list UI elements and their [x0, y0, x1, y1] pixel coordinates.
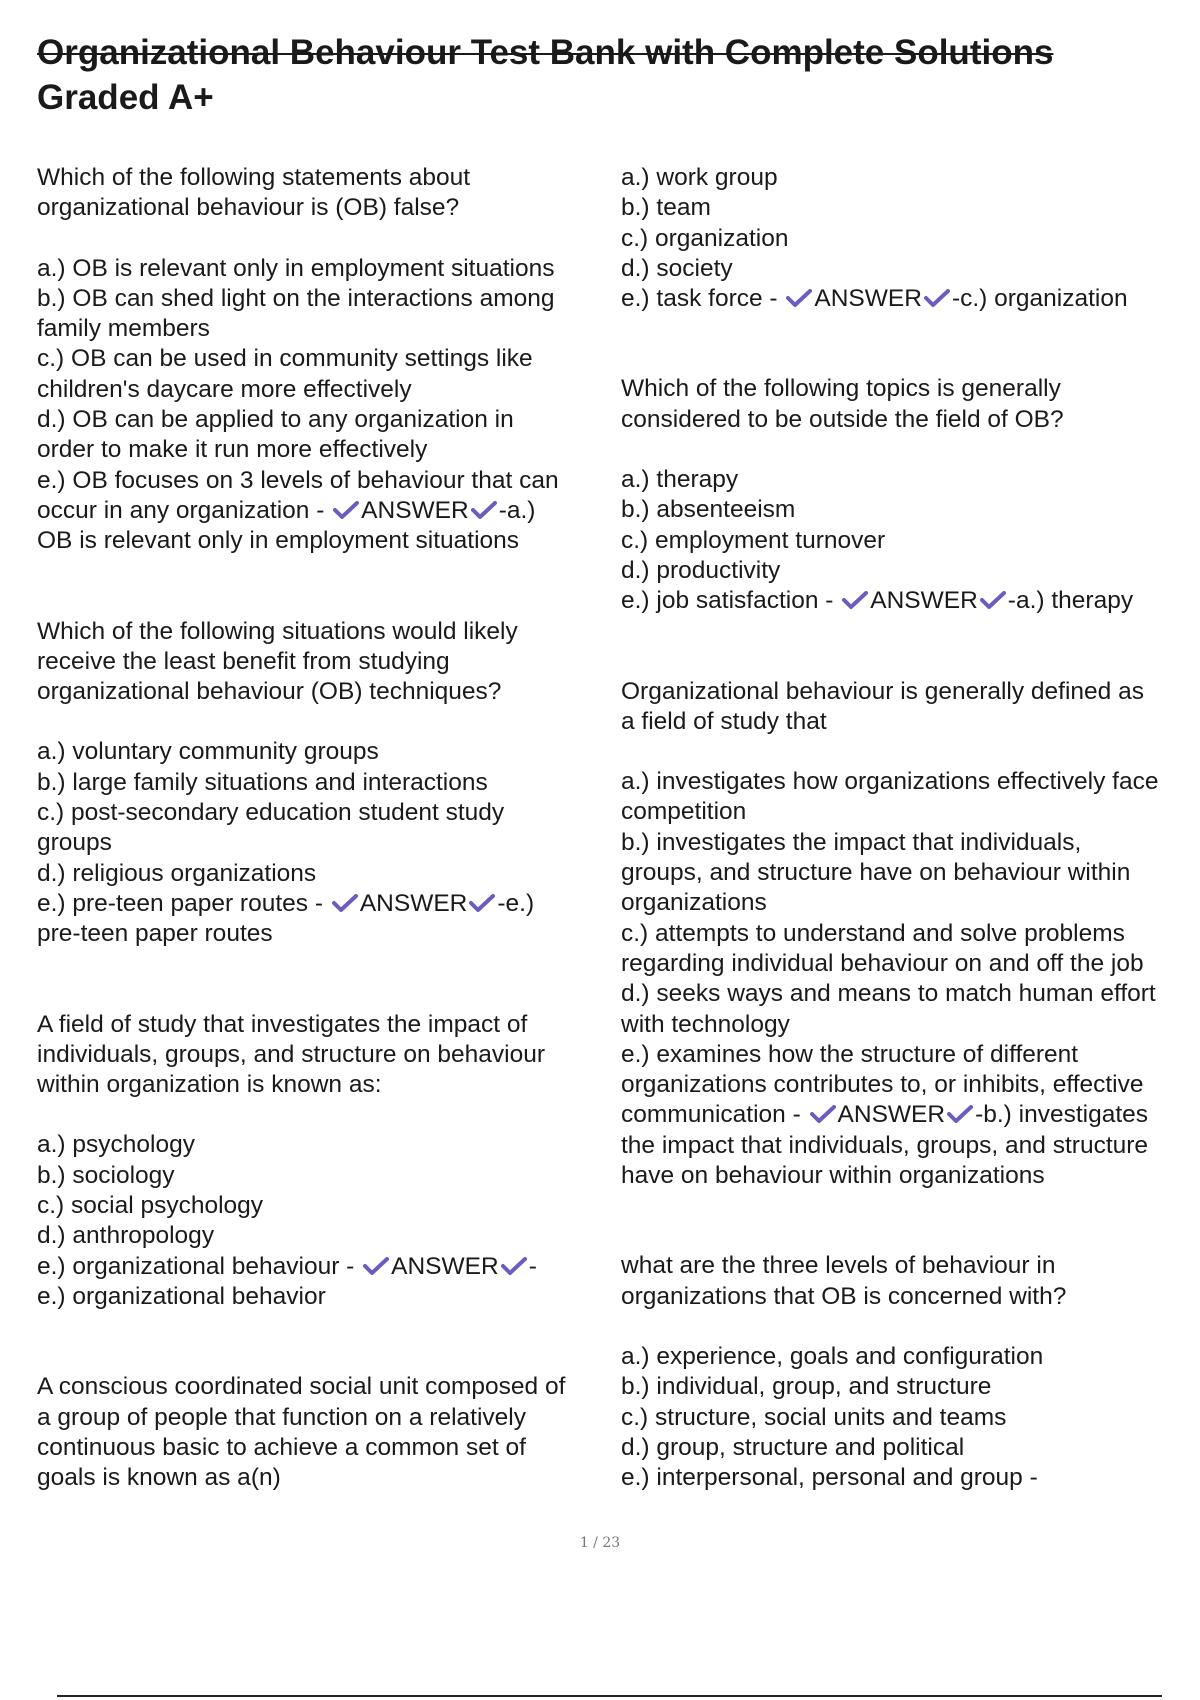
question-3	[37, 1010, 622, 1313]
question-text: continuous basic to achieve a common set of	[37, 1433, 526, 1461]
option-b: b.) team	[621, 194, 711, 222]
option-b: b.) absenteeism	[621, 496, 796, 524]
question-5	[621, 374, 1200, 616]
option-e: e.) pre-teen paper routes -	[37, 889, 323, 917]
question-text: organizational behaviour is (OB) false?	[37, 194, 460, 222]
option-c: c.) social psychology	[37, 1192, 264, 1220]
page-number: 1 / 23	[579, 1535, 621, 1551]
checkmark-icon	[924, 288, 950, 308]
option-c: c.) structure, social units and teams	[621, 1403, 1007, 1431]
answer-line	[37, 889, 622, 919]
answer-line	[621, 284, 1200, 314]
right-column	[621, 163, 1200, 1493]
answer-value: -	[528, 1252, 537, 1280]
question-text: within organization is known as:	[37, 1071, 382, 1099]
question-text: what are the three levels of behaviour in	[621, 1252, 1056, 1280]
question-text: A field of study that investigates the impact of	[37, 1010, 528, 1038]
option-d: d.) society	[621, 254, 733, 282]
option-c: c.) attempts to understand and solve problems	[621, 919, 1125, 947]
option-c: c.) organization	[621, 224, 789, 252]
option-d-cont: with technology	[621, 1010, 790, 1038]
answer-label: ANSWER	[837, 1101, 946, 1129]
answer-line	[621, 1100, 1200, 1130]
answer-value-cont: the impact that individuals, groups, and structure	[621, 1131, 1149, 1159]
option-c: c.) OB can be used in community settings like	[37, 345, 533, 373]
option-b: b.) OB can shed light on the interactions among	[37, 284, 555, 312]
option-c-cont: children's daycare more effectively	[37, 375, 412, 403]
title-line-2: Graded A+	[37, 78, 214, 117]
question-text: a field of study that	[621, 707, 827, 735]
question-text: considered to be outside the field of OB?	[621, 405, 1064, 433]
question-4-options	[621, 163, 1200, 314]
question-6	[621, 677, 1200, 1192]
option-e: e.) task force -	[621, 285, 778, 313]
option-d: d.) seeks ways and means to match human effort	[621, 980, 1156, 1008]
answer-value-cont: have on behaviour within organizations	[621, 1162, 1045, 1190]
option-b: b.) sociology	[37, 1161, 175, 1189]
checkmark-icon	[363, 1256, 389, 1276]
option-d: d.) religious organizations	[37, 859, 317, 887]
option-e: e.) OB focuses on 3 levels of behaviour that can	[37, 466, 559, 494]
checkmark-icon	[332, 893, 358, 913]
option-c-cont: groups	[37, 829, 112, 857]
checkmark-icon	[842, 590, 868, 610]
answer-label: ANSWER	[361, 496, 469, 524]
option-c-cont: regarding individual behaviour on and off the job	[621, 949, 1144, 977]
answer-label: ANSWER	[814, 285, 922, 313]
option-e-cont: occur in any organization -	[37, 496, 325, 524]
checkmark-icon	[786, 288, 812, 308]
option-e-cont: organizations contributes to, or inhibits, effective	[621, 1071, 1144, 1099]
answer-value-cont: OB is relevant only in employment situations	[37, 527, 520, 555]
question-1	[37, 163, 622, 557]
question-text: goals is known as a(n)	[37, 1464, 281, 1492]
checkmark-icon	[469, 893, 495, 913]
option-b: b.) individual, group, and structure	[621, 1373, 992, 1401]
option-b-cont: organizations	[621, 889, 767, 917]
option-a: a.) psychology	[37, 1131, 195, 1159]
question-text: a group of people that function on a relatively	[37, 1403, 526, 1431]
question-7	[621, 1251, 1200, 1493]
checkmark-icon	[947, 1104, 973, 1124]
question-text: receive the least benefit from studying	[37, 647, 450, 675]
option-e: e.) organizational behaviour -	[37, 1252, 355, 1280]
option-e: e.) job satisfaction -	[621, 587, 834, 615]
question-text: Which of the following topics is generally	[621, 375, 1061, 403]
option-a: a.) therapy	[621, 466, 739, 494]
answer-line	[37, 496, 622, 526]
option-b: b.) investigates the impact that individuals,	[621, 828, 1082, 856]
answer-value: -a.)	[498, 496, 536, 524]
option-d: d.) productivity	[621, 556, 781, 584]
option-a: a.) work group	[621, 164, 778, 191]
question-4	[37, 1372, 622, 1493]
answer-line	[621, 586, 1200, 616]
option-b-cont: groups, and structure have on behaviour within	[621, 859, 1131, 887]
answer-label: ANSWER	[870, 587, 978, 615]
question-text: A conscious coordinated social unit composed of	[37, 1373, 566, 1401]
option-c: c.) post-secondary education student study	[37, 799, 505, 827]
checkmark-icon	[471, 500, 497, 520]
answer-value-cont: e.) organizational behavior	[37, 1282, 326, 1310]
question-text: Which of the following statements about	[37, 164, 471, 191]
option-d: d.) OB can be applied to any organization in	[37, 406, 514, 434]
option-e: e.) interpersonal, personal and group -	[621, 1464, 1038, 1492]
option-d-cont: order to make it run more effectively	[37, 436, 428, 464]
question-text: individuals, groups, and structure on behaviour	[37, 1040, 546, 1068]
answer-value: -c.) organization	[951, 285, 1128, 313]
document-title	[37, 30, 1167, 120]
option-e-cont: communication -	[621, 1101, 801, 1129]
left-column	[37, 163, 622, 1493]
answer-label: ANSWER	[391, 1252, 499, 1280]
option-b: b.) large family situations and interactions	[37, 768, 488, 796]
answer-label: ANSWER	[359, 889, 468, 917]
option-a: a.) voluntary community groups	[37, 738, 379, 766]
option-a-cont: competition	[621, 798, 747, 826]
answer-value: -e.)	[497, 889, 535, 917]
title-line-1: Organizational Behaviour Test Bank with Complete Solutions	[37, 33, 1054, 72]
question-text: Organizational behaviour is generally defined as	[621, 677, 1144, 705]
answer-value: -b.) investigates	[975, 1101, 1149, 1129]
question-text: organizational behaviour (OB) techniques?	[37, 678, 502, 706]
answer-line	[37, 1252, 622, 1282]
question-text: organizations that OB is concerned with?	[621, 1282, 1067, 1310]
option-b-cont: family members	[37, 315, 210, 343]
checkmark-icon	[333, 500, 359, 520]
footer-divider	[57, 1695, 1162, 1697]
option-d: d.) anthropology	[37, 1222, 215, 1250]
checkmark-icon	[501, 1256, 527, 1276]
option-e: e.) examines how the structure of different	[621, 1040, 1079, 1068]
option-a: a.) experience, goals and configuration	[621, 1342, 1044, 1370]
answer-value-cont: pre-teen paper routes	[37, 920, 273, 948]
option-a: a.) OB is relevant only in employment situations	[37, 254, 555, 282]
option-d: d.) group, structure and political	[621, 1433, 965, 1461]
option-c: c.) employment turnover	[621, 526, 886, 554]
option-a: a.) investigates how organizations effectively face	[621, 768, 1159, 796]
question-text: Which of the following situations would likely	[37, 617, 518, 645]
question-2	[37, 617, 622, 950]
checkmark-icon	[980, 590, 1006, 610]
answer-value: -a.) therapy	[1007, 587, 1134, 615]
checkmark-icon	[810, 1104, 836, 1124]
